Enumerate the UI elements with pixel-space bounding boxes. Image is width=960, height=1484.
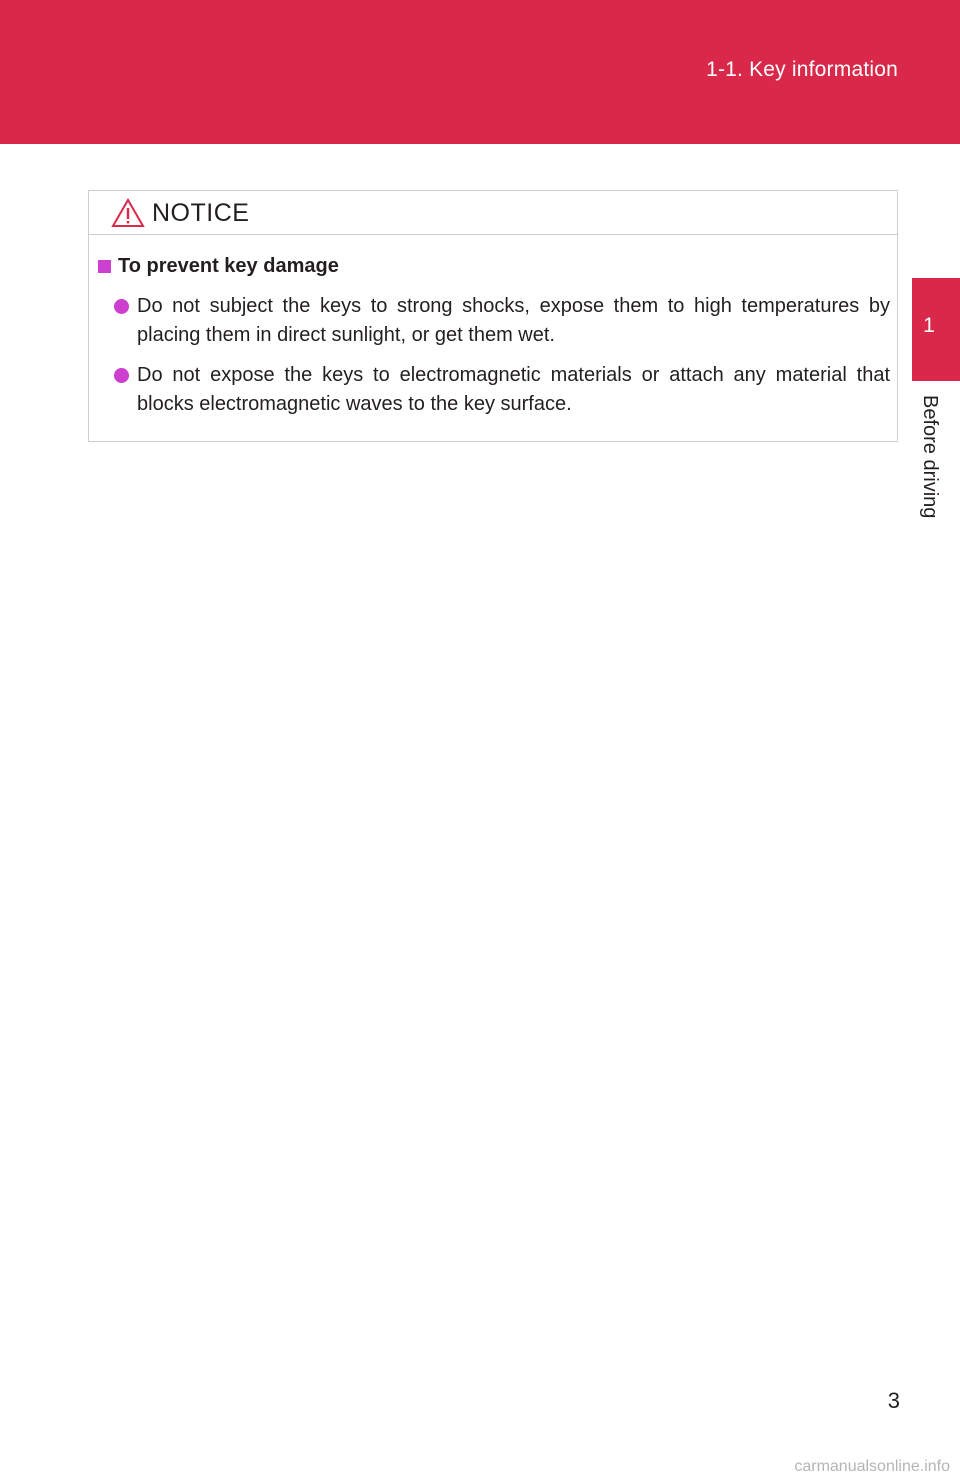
page-number: 3 [887, 1388, 900, 1413]
chapter-label-text: Before driving [919, 395, 941, 519]
notice-title: NOTICE [152, 199, 250, 227]
notice-box [88, 190, 898, 442]
square-bullet-icon [98, 260, 111, 273]
chapter-tab [912, 278, 960, 381]
section-heading: 1-1. Key information [706, 58, 898, 81]
watermark: carmanualsonline.info [794, 1458, 950, 1475]
page-header [0, 0, 960, 144]
circle-bullet-icon [114, 368, 129, 383]
list-item-text: Do not subject the keys to strong shocks, expose them to high temperatures by placing them in direct sunlight, or get them wet. [137, 295, 890, 346]
circle-bullet-icon [114, 299, 129, 314]
list-item [114, 361, 890, 419]
chapter-label [916, 395, 946, 535]
notice-header [89, 191, 897, 235]
chapter-number: 1 [923, 314, 935, 337]
list-item [114, 292, 890, 350]
notice-section-title [98, 255, 339, 278]
list-item-text: Do not expose the keys to electromagnetic materials or attach any material that blocks electromagnetic waves to the key surface. [137, 364, 890, 415]
notice-section-title-text: To prevent key damage [118, 255, 339, 277]
warning-triangle-icon [111, 198, 145, 228]
